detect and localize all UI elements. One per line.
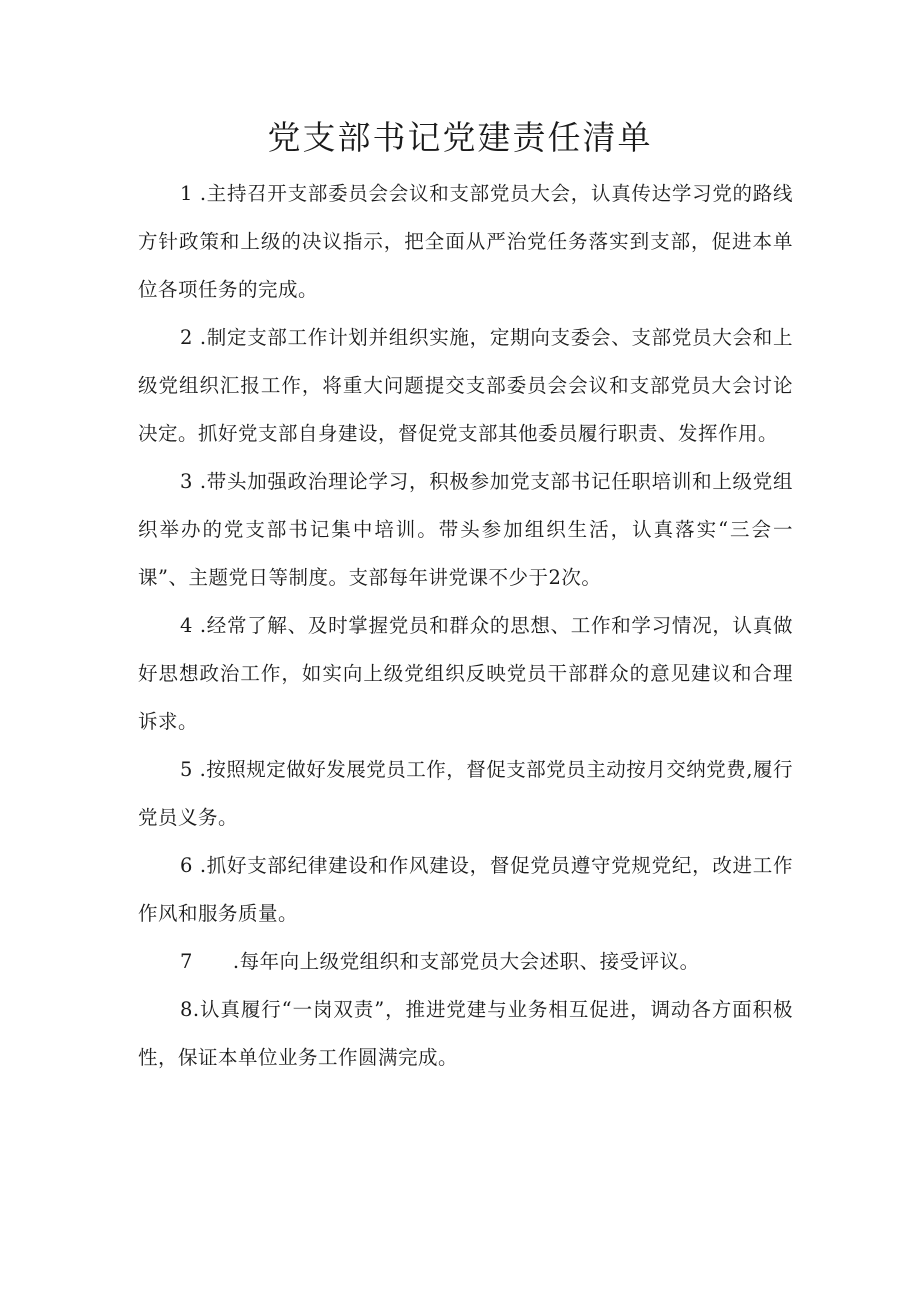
responsibility-list (138, 170, 793, 1082)
list-item: 7 .每年向上级党组织和支部党员大会述职、接受评议。 (180, 950, 700, 973)
list-item: 2 .制定支部工作计划并组织实施，定期向支委会、支部党员大会和上级党组织汇报工作，将重大问题提交支部委员会会议和支部党员大会讨论决定。抓好党支部自身建设，督促党支部其他委员履行职责、发挥作用。 (138, 326, 793, 445)
list-item: 8.认真履行“一岗双责”，推进党建与业务相互促进，调动各方面积极性，保证本单位业务工作圆满完成。 (138, 998, 793, 1069)
list-item: 5 .按照规定做好发展党员工作，督促支部党员主动按月交纳党费,履行党员义务。 (138, 758, 794, 829)
list-item: 3 .带头加强政治理论学习，积极参加党支部书记任职培训和上级党组织举办的党支部书记集中培训。带头参加组织生活，认真落实“三会一课”、主题党日等制度。支部每年讲党课不少于2次。 (138, 470, 793, 589)
list-item: 4 .经常了解、及时掌握党员和群众的思想、工作和学习情况，认真做好思想政治工作，如实向上级党组织反映党员干部群众的意见建议和合理诉求。 (138, 614, 793, 733)
list-item: 6 .抓好支部纪律建设和作风建设，督促党员遵守党规党纪，改进工作作风和服务质量。 (138, 854, 793, 925)
document-title: 党支部书记党建责任清单 (267, 118, 653, 157)
list-item: 1 .主持召开支部委员会会议和支部党员大会，认真传达学习党的路线方针政策和上级的决议指示，把全面从严治党任务落实到支部，促进本单位各项任务的完成。 (138, 182, 793, 301)
